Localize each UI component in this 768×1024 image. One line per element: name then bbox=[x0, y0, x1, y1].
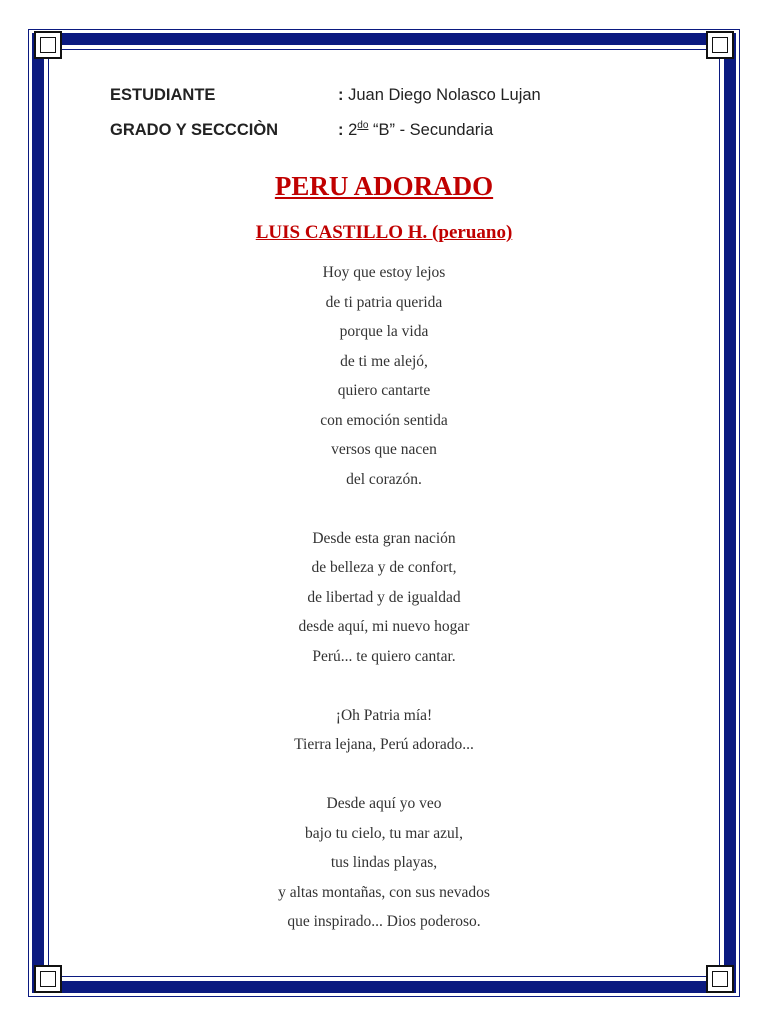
poem-stanza bbox=[0, 793, 768, 941]
poem-body bbox=[0, 262, 768, 970]
grade-number: 2 bbox=[348, 121, 358, 139]
student-colon: : bbox=[338, 86, 344, 104]
poem-stanza bbox=[0, 705, 768, 764]
poem-line: de ti me alejó, bbox=[340, 352, 428, 370]
poem-title: PERU ADORADO bbox=[274, 171, 494, 201]
poem-line: tus lindas playas, bbox=[330, 854, 438, 871]
poem-line: Hoy que estoy lejos bbox=[322, 264, 446, 281]
poem-stanza bbox=[0, 262, 768, 498]
poem-line: que inspirado... Dios poderoso. bbox=[287, 913, 481, 930]
poem-line: de ti patria querida bbox=[325, 293, 443, 311]
poem-line: Desde aquí yo veo bbox=[326, 795, 442, 812]
student-name: Juan Diego Nolasco Lujan bbox=[348, 86, 541, 104]
grade-colon: : bbox=[338, 121, 344, 139]
poem-line: del corazón. bbox=[346, 470, 422, 488]
poem-line: y altas montañas, con sus nevados bbox=[278, 883, 490, 901]
poem-line: con emoción sentida bbox=[320, 411, 448, 429]
grade-row bbox=[110, 120, 493, 140]
poem-line: versos que nacen bbox=[331, 441, 437, 458]
poem-author: LUIS CASTILLO H. (peruano) bbox=[255, 222, 513, 243]
poem-line: de belleza y de confort, bbox=[311, 559, 457, 576]
student-row bbox=[110, 86, 541, 105]
corner-ornament-top-right bbox=[706, 31, 734, 59]
poem-line: de libertad y de igualdad bbox=[307, 588, 461, 606]
poem-line: quiero cantarte bbox=[337, 382, 431, 399]
grade-section: “B” - Secundaria bbox=[368, 121, 494, 139]
poem-line: porque la vida bbox=[339, 323, 429, 340]
poem-line: Desde esta gran nación bbox=[312, 529, 456, 547]
poem-line: bajo tu cielo, tu mar azul, bbox=[305, 824, 463, 842]
poem-line: Tierra lejana, Perú adorado... bbox=[294, 736, 474, 753]
corner-ornament-top-left bbox=[34, 31, 62, 59]
grade-superscript: do bbox=[357, 120, 369, 131]
grade-label: GRADO Y SECCCIÒN bbox=[110, 121, 279, 139]
poem-line: desde aquí, mi nuevo hogar bbox=[298, 618, 470, 635]
student-label: ESTUDIANTE bbox=[110, 86, 216, 104]
poem-stanza bbox=[0, 528, 768, 676]
poem-line: ¡Oh Patria mía! bbox=[335, 706, 433, 724]
poem-line: Perú... te quiero cantar. bbox=[312, 647, 456, 665]
